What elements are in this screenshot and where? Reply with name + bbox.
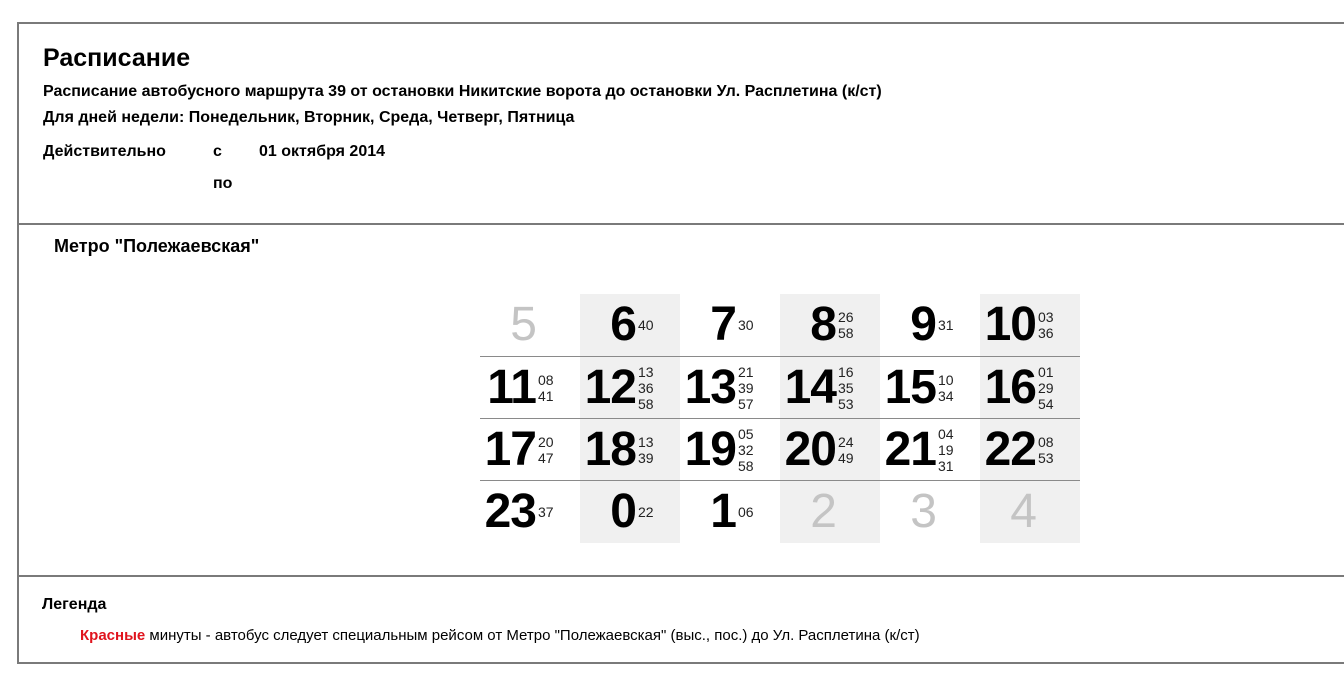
minutes-list [538, 372, 554, 404]
header-divider [19, 223, 1344, 225]
minutes-list [1038, 309, 1054, 341]
minutes-list [638, 317, 654, 333]
schedule-header [19, 24, 1344, 225]
hour-cell [480, 294, 580, 356]
minute-value: 32 [738, 442, 754, 458]
hour-label: 9 [910, 298, 936, 351]
legend-red-word: Красные [80, 627, 146, 644]
hour-label: 2 [810, 485, 836, 538]
minute-value: 58 [638, 396, 654, 412]
minute-value: 39 [738, 380, 754, 396]
hour-cell [580, 357, 680, 419]
minute-value: 31 [938, 458, 954, 474]
hour-cell [880, 481, 980, 543]
minute-value: 49 [838, 450, 854, 466]
minute-value: 24 [838, 434, 854, 450]
minute-value: 31 [938, 317, 954, 333]
minutes-list [838, 309, 854, 341]
minutes-list [638, 504, 654, 520]
hour-label: 18 [584, 423, 636, 476]
hour-cell [980, 357, 1080, 419]
minutes-list [738, 364, 754, 412]
minute-value: 40 [638, 317, 654, 333]
minute-value: 05 [738, 426, 754, 442]
minute-value: 35 [838, 380, 854, 396]
minute-value: 08 [1038, 434, 1054, 450]
hour-cell [880, 357, 980, 419]
hour-label: 15 [884, 361, 936, 414]
minute-value: 58 [738, 458, 754, 474]
hour-cell [580, 294, 680, 356]
minutes-list [538, 434, 554, 466]
minute-value: 26 [838, 309, 854, 325]
minute-value: 39 [638, 450, 654, 466]
hour-label: 6 [610, 298, 636, 351]
minute-value: 53 [838, 396, 854, 412]
hour-cell [480, 357, 580, 419]
hour-cell [780, 419, 880, 481]
hour-cell [680, 481, 780, 543]
minutes-list [1038, 434, 1054, 466]
minutes-list [938, 372, 954, 404]
hour-label: 5 [510, 298, 536, 351]
minutes-list [838, 434, 854, 466]
hour-label: 11 [487, 361, 536, 414]
hour-label: 16 [984, 361, 1036, 414]
minute-value: 54 [1038, 396, 1054, 412]
minute-value: 20 [538, 434, 554, 450]
hour-cell [880, 294, 980, 356]
minute-value: 53 [1038, 450, 1054, 466]
minutes-list [738, 317, 754, 333]
minute-value: 58 [838, 325, 854, 341]
minutes-list [938, 426, 954, 474]
minute-value: 13 [638, 434, 654, 450]
stop-name: Метро "Полежаевская" [54, 236, 260, 256]
valid-from-date: 01 октября 2014 [259, 143, 386, 160]
valid-from-label: с [213, 143, 222, 160]
hour-label: 20 [784, 423, 836, 476]
minute-value: 01 [1038, 364, 1054, 380]
minutes-list [938, 317, 954, 333]
hour-label: 17 [484, 423, 536, 476]
minute-value: 19 [938, 442, 954, 458]
hour-label: 22 [984, 423, 1036, 476]
legend-title: Легенда [42, 596, 107, 613]
hour-label: 14 [784, 361, 836, 414]
minute-value: 21 [738, 364, 754, 380]
hour-cell [680, 294, 780, 356]
minute-value: 29 [1038, 380, 1054, 396]
hour-label: 21 [884, 423, 936, 476]
minutes-list [1038, 364, 1054, 412]
minutes-list [738, 426, 754, 474]
minutes-list [638, 434, 654, 466]
minute-value: 47 [538, 450, 554, 466]
weekdays-line: Для дней недели: Понедельник, Вторник, Среда, Четверг, Пятница [43, 109, 575, 126]
valid-to-label: по [213, 175, 233, 192]
hour-cell [480, 481, 580, 543]
hour-cell [680, 357, 780, 419]
minute-value: 04 [938, 426, 954, 442]
minute-value: 41 [538, 388, 554, 404]
minute-value: 08 [538, 372, 554, 388]
minute-value: 57 [738, 396, 754, 412]
hour-label: 1 [710, 485, 736, 538]
hour-cell [980, 419, 1080, 481]
minute-value: 03 [1038, 309, 1054, 325]
page-title: Расписание [43, 44, 191, 72]
minute-value: 36 [638, 380, 654, 396]
hour-label: 12 [584, 361, 636, 414]
timetable-grid [480, 294, 1080, 543]
hour-label: 8 [810, 298, 836, 351]
minute-value: 30 [738, 317, 754, 333]
minute-value: 37 [538, 504, 554, 520]
route-description: Расписание автобусного маршрута 39 от остановки Никитские ворота до остановки Ул. Расплетина (к/ст) [43, 83, 882, 100]
hour-label: 7 [710, 298, 736, 351]
minutes-list [738, 504, 754, 520]
hour-label: 10 [984, 298, 1036, 351]
valid-label: Действительно [43, 143, 166, 160]
minute-value: 36 [1038, 325, 1054, 341]
minute-value: 34 [938, 388, 954, 404]
hour-cell [980, 294, 1080, 356]
hour-cell [880, 419, 980, 481]
legend-divider [19, 575, 1344, 577]
hour-label: 23 [484, 485, 536, 538]
hour-label: 19 [684, 423, 736, 476]
hour-cell [780, 481, 880, 543]
minute-value: 10 [938, 372, 954, 388]
minute-value: 16 [838, 364, 854, 380]
minute-value: 13 [638, 364, 654, 380]
minute-value: 06 [738, 504, 754, 520]
hour-label: 0 [610, 485, 636, 538]
minutes-list [838, 364, 854, 412]
hour-cell [480, 419, 580, 481]
hour-cell [980, 481, 1080, 543]
hour-cell [580, 481, 680, 543]
minute-value: 22 [638, 504, 654, 520]
hour-label: 3 [910, 485, 936, 538]
minutes-list [638, 364, 654, 412]
schedule-frame [17, 22, 1344, 664]
hour-cell [680, 419, 780, 481]
hour-label: 13 [684, 361, 736, 414]
legend-text [80, 627, 920, 644]
minutes-list [538, 504, 554, 520]
legend-description: минуты - автобус следует специальным рейсом от Метро "Полежаевская" (выс., пос.) до Ул. Расплетина (к/ст) [145, 627, 920, 644]
hour-label: 4 [1010, 485, 1036, 538]
hour-cell [580, 419, 680, 481]
hour-cell [780, 294, 880, 356]
hour-cell [780, 357, 880, 419]
